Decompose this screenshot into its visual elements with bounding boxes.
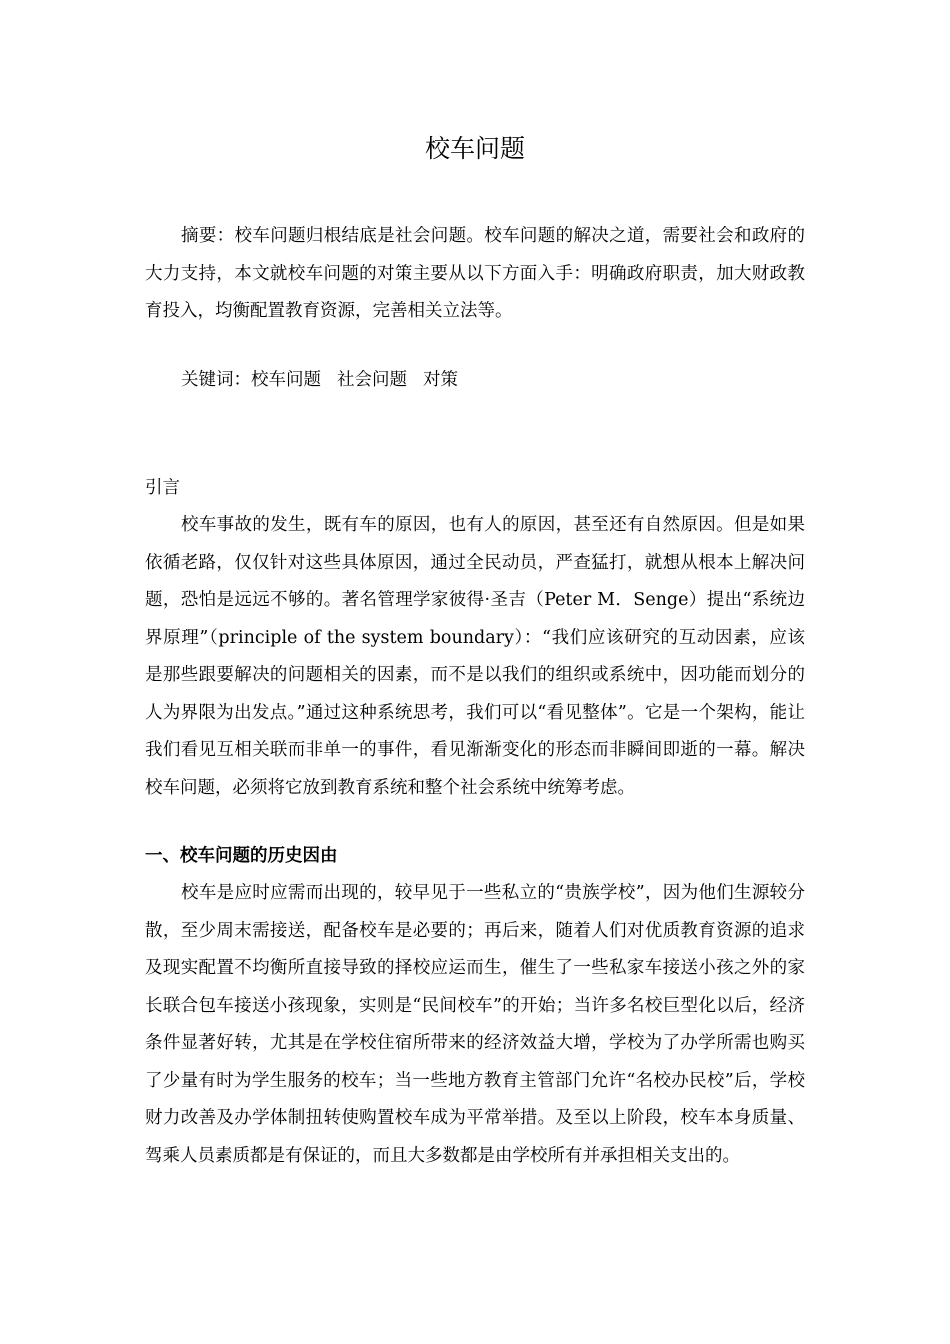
keyword-item: 校车问题 <box>251 370 321 390</box>
section-heading: 一、校车问题的历史因由 <box>145 846 338 866</box>
document-title: 校车问题 <box>424 134 525 163</box>
keywords-line <box>145 362 805 400</box>
abstract-paragraph: 摘要：校车问题归根结底是社会问题。校车问题的解决之道，需要社会和政府的大力支持，本文就校车问题的对策主要从以下方面入手：明确政府职责，加大财政教育投入，均衡配置教育资源，完善相关立法等。 <box>145 226 805 321</box>
keywords-label: 关键词： <box>181 370 251 390</box>
intro-paragraph: 校车事故的发生，既有车的原因，也有人的原因，甚至还有自然原因。但是如果依循老路，仅仅针对这些具体原因，通过全民动员，严查猛打，就想从根本上解决问题，恐怕是远远不够的。著名管理学家彼得·圣吉（Peter M．Senge）提出“系统边界原理”（principle of the system boundary）：“我们应该研究的互动因素，应该是那些跟要解决的问题相关的因素，而不是以我们的组织或系统中，因功能而划分的人为界限为出发点。”通过这种系统思考，我们可以“看见整体”。它是一个架构，能让我们看见互相关联而非单一的事件，看见渐渐变化的形态而非瞬间即逝的一幕。解决校车问题，必须将它放到教育系统和整个社会系统中统筹考虑。 <box>145 515 805 798</box>
section-paragraph: 校车是应时应需而出现的，较早见于一些私立的“贵族学校”，因为他们生源较分散，至少周末需接送，配备校车是必要的；再后来，随着人们对优质教育资源的追求及现实配置不均衡所直接导致的择校应运而生，催生了一些私家车接送小孩之外的家长联合包车接送小孩现象，实则是“民间校车”的开始；当许多名校巨型化以后，经济条件显著好转，尤其是在学校住宿所带来的经济效益大增，学校为了办学所需也购买了少量有时为学生服务的校车；当一些地方教育主管部门允许“名校办民校”后，学校财力改善及办学体制扭转使购置校车成为平常举措。及至以上阶段，校车本身质量、驾乘人员素质都是有保证的，而且大多数都是由学校所有并承担相关支出的。 <box>145 883 805 1166</box>
keyword-item: 对策 <box>423 370 458 390</box>
intro-heading: 引言 <box>145 478 180 498</box>
keyword-item: 社会问题 <box>337 370 407 390</box>
